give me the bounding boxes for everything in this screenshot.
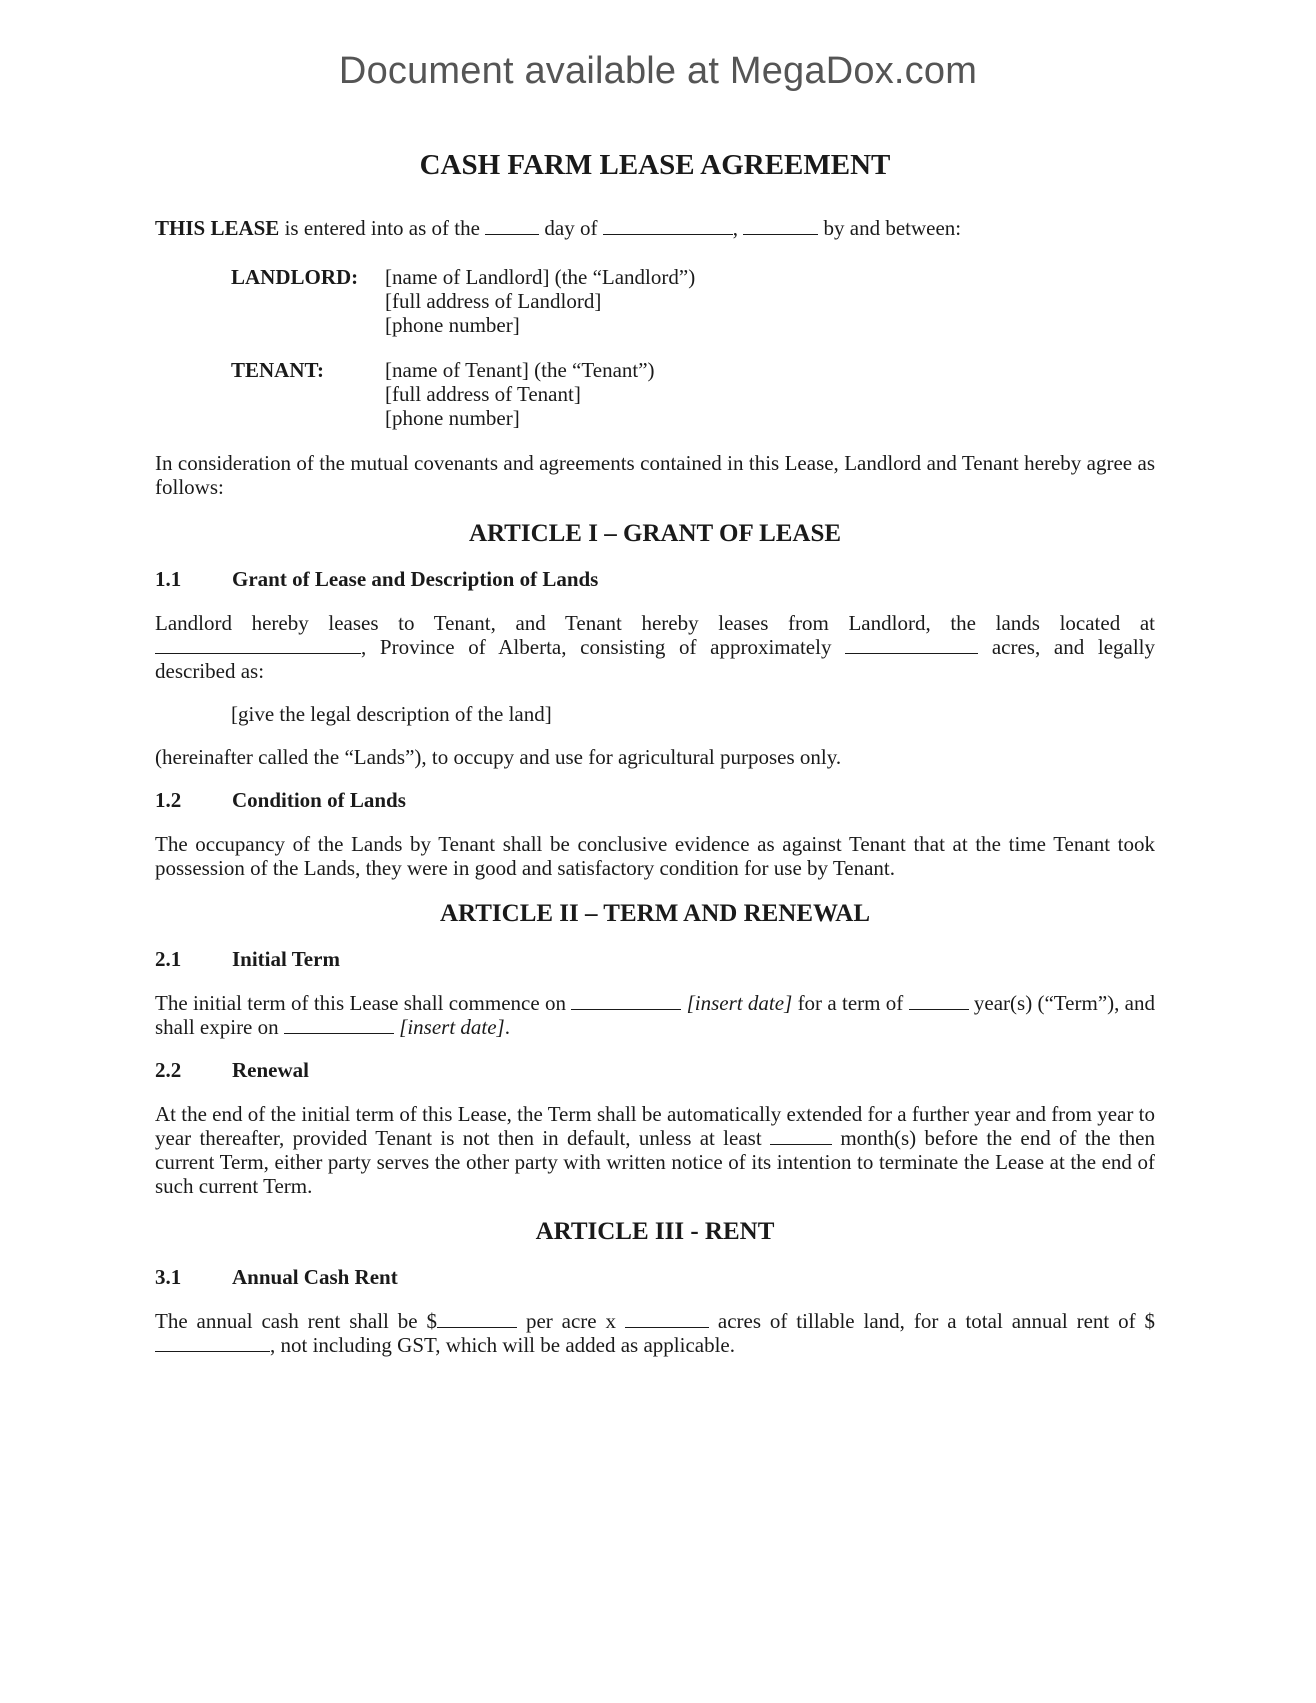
section-2-1-text — [155, 991, 1155, 1039]
section-title: Annual Cash Rent — [232, 1265, 398, 1289]
insert-date-note: [insert date] — [686, 991, 793, 1015]
body-text: , not including GST, which will be added as applicable. — [270, 1333, 736, 1357]
expiry-date-blank — [284, 1017, 394, 1034]
section-2-2-heading — [155, 1058, 1155, 1082]
body-text: . — [504, 1015, 510, 1039]
body-text: acres of tillable land, for a total annual rent of $ — [717, 1309, 1156, 1333]
term-years-blank — [909, 993, 969, 1010]
section-1-2-heading — [155, 788, 1155, 812]
tillable-acres-blank — [625, 1311, 709, 1328]
section-2-1-heading — [155, 947, 1155, 971]
watermark: Document available at MegaDox.com — [338, 50, 978, 92]
lands-definition: (hereinafter called the “Lands”), to occupy and use for agricultural purposes only. — [155, 745, 842, 769]
tenant-label: TENANT: — [231, 358, 324, 382]
acres-blank — [845, 637, 978, 654]
notice-months-blank — [770, 1128, 832, 1145]
section-number: 1.1 — [155, 567, 182, 591]
section-title: Grant of Lease and Description of Lands — [232, 567, 599, 591]
consideration-paragraph: In consideration of the mutual covenants and agreements contained in this Lease, Landlord and Tenant hereby agree as follows: — [155, 451, 1155, 499]
section-1-1-heading — [155, 567, 1155, 591]
landlord-label: LANDLORD: — [231, 265, 359, 289]
year-blank — [743, 218, 818, 235]
intro-text: is entered into as of the — [284, 216, 480, 240]
tenant-block — [155, 358, 1155, 430]
section-number: 2.2 — [155, 1058, 182, 1082]
body-text: acres, and legally described as: — [155, 635, 1156, 683]
legal-description-placeholder: [give the legal description of the land] — [231, 702, 552, 726]
intro-text: , — [732, 216, 738, 240]
body-text: per acre x — [525, 1309, 617, 1333]
section-number: 3.1 — [155, 1265, 182, 1289]
rate-blank — [437, 1311, 517, 1328]
body-text: year(s) (“Term”), and shall expire on — [155, 991, 1156, 1039]
section-1-1-text — [155, 611, 1155, 683]
intro-paragraph — [155, 216, 1155, 240]
body-text: for a term of — [797, 991, 904, 1015]
tenant-address: [full address of Tenant] — [385, 382, 581, 406]
section-3-1-heading — [155, 1265, 1155, 1289]
section-2-2-text — [155, 1102, 1155, 1198]
section-title: Condition of Lands — [232, 788, 406, 812]
landlord-name: [name of Landlord] (the “Landlord”) — [385, 265, 696, 289]
body-text: , Province of Alberta, consisting of approximately — [361, 635, 832, 659]
article-1-heading: ARTICLE I – GRANT OF LEASE — [468, 520, 842, 547]
body-text: month(s) before the end of the then current Term, either party serves the other party with written notice of its intention to terminate the Lease at the end of such current Term. — [155, 1126, 1156, 1198]
landlord-block — [155, 265, 1155, 337]
section-number: 2.1 — [155, 947, 182, 971]
intro-text: by and between: — [823, 216, 962, 240]
day-blank — [485, 218, 539, 235]
document-page — [155, 148, 1155, 1376]
body-text: Landlord hereby leases to Tenant, and Tenant hereby leases from Landlord, the lands located at — [155, 611, 1155, 635]
section-title: Initial Term — [232, 947, 340, 971]
section-number: 1.2 — [155, 788, 182, 812]
document-title: CASH FARM LEASE AGREEMENT — [419, 149, 891, 181]
landlord-address: [full address of Landlord] — [385, 289, 602, 313]
tenant-phone: [phone number] — [385, 406, 520, 430]
intro-lead: THIS LEASE — [155, 216, 280, 240]
section-3-1-text — [155, 1309, 1155, 1357]
article-2-heading: ARTICLE II – TERM AND RENEWAL — [440, 900, 870, 927]
article-3-heading: ARTICLE III - RENT — [535, 1218, 775, 1245]
section-1-2-text: The occupancy of the Lands by Tenant shall be conclusive evidence as against Tenant that at the time Tenant took possession of the Lands, they were in good and satisfactory condition for use by Tenant. — [155, 832, 1155, 880]
body-text: The annual cash rent shall be $ — [155, 1309, 438, 1333]
insert-date-note: [insert date] — [399, 1015, 505, 1039]
start-date-blank — [571, 993, 681, 1010]
body-text: The initial term of this Lease shall commence on — [155, 991, 566, 1015]
month-blank — [603, 218, 733, 235]
tenant-name: [name of Tenant] (the “Tenant”) — [385, 358, 655, 382]
location-blank — [155, 637, 361, 654]
total-rent-blank — [155, 1335, 270, 1352]
landlord-phone: [phone number] — [385, 313, 520, 337]
intro-text: day of — [544, 216, 598, 240]
section-title: Renewal — [232, 1058, 309, 1082]
body-text: At the end of the initial term of this Lease, the Term shall be automatically extended for a further year and from year to year thereafter, provided Tenant is not then in default, unless at least — [155, 1102, 1155, 1150]
